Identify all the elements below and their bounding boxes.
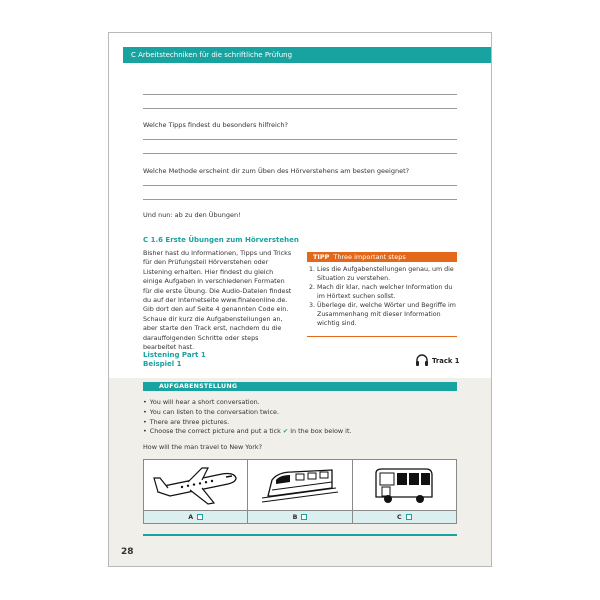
instruction-item: • You can listen to the conversation twice. <box>143 408 352 418</box>
listening-example: Beispiel 1 <box>143 360 182 368</box>
option-label: B <box>248 510 351 523</box>
checkbox-a[interactable] <box>197 514 203 520</box>
answer-line <box>143 139 457 140</box>
page-number: 28 <box>121 547 134 557</box>
track-indicator[interactable] <box>415 354 459 367</box>
airplane-icon <box>152 466 240 506</box>
instruction-item: • Choose the correct picture and put a tick ✔ in the box below it. <box>143 427 352 437</box>
tipp-header <box>307 252 457 262</box>
tipp-step: 2. Mach dir klar, nach welcher Information du im Hörtext suchen sollst. <box>309 284 453 300</box>
option-b <box>248 460 352 523</box>
tipp-box <box>307 252 457 337</box>
answer-line <box>143 185 457 186</box>
instruction-item: • You will hear a short conversation. <box>143 398 352 408</box>
section-intro: Bisher hast du Informationen, Tipps und Tricks für den Prüfungsteil Hörverstehen oder Listening erhalten. Hier findest du gleich einige Aufgaben in verschiedenen Formaten für die erste Übung. Die Audio-Dateien findest du auf der Internetseite www.finaleonline.de. Gib dort den auf Seite 4 genannten Code ein. Schaue dir kurz die Aufgabenstellungen an, aber starte den Track erst, nachdem du die darauffolgenden Schritte oder steps bearbeitet hast. <box>143 249 292 352</box>
headphones-icon <box>415 354 429 367</box>
answer-line <box>143 108 457 109</box>
checkbox-b[interactable] <box>301 514 307 520</box>
answer-line <box>143 94 457 95</box>
tipp-step: 1. Lies die Aufgabenstellungen genau, um die Situation zu verstehen. <box>309 266 454 282</box>
tipp-steps <box>307 265 457 328</box>
tipp-label: TIPP <box>313 253 330 261</box>
tipp-title: Three important steps <box>333 253 406 261</box>
task-instructions <box>143 398 352 437</box>
picture-options <box>143 459 457 524</box>
tick-icon: ✔ <box>282 427 289 436</box>
section-title: C 1.6 Erste Übungen zum Hörverstehen <box>143 236 299 244</box>
answer-line <box>143 153 457 154</box>
listening-title <box>143 351 206 369</box>
train-icon <box>258 466 342 506</box>
instruction-item: • There are three pictures. <box>143 418 352 428</box>
option-a <box>144 460 248 523</box>
bus-icon <box>372 465 436 507</box>
closing-text: Und nun: ab zu den Übungen! <box>143 211 241 219</box>
task-question: How will the man travel to New York? <box>143 443 262 451</box>
option-label: C <box>353 510 456 523</box>
option-label: A <box>144 510 247 523</box>
workbook-page <box>108 32 492 567</box>
footer-rule <box>143 534 457 536</box>
option-c <box>353 460 456 523</box>
chapter-header: C Arbeitstechniken für die schriftliche Prüfung <box>123 47 491 63</box>
tipp-step: 3. Überlege dir, welche Wörter und Begriffe im Zusammenhang mit dieser Information wichtig sind. <box>309 302 456 327</box>
task-heading: AUFGABENSTELLUNG <box>143 382 457 391</box>
track-label: Track 1 <box>432 356 460 365</box>
checkbox-c[interactable] <box>406 514 412 520</box>
answer-line <box>143 199 457 200</box>
question-tips: Welche Tipps findest du besonders hilfreich? <box>143 121 288 129</box>
listening-part: Listening Part 1 <box>143 351 206 359</box>
question-method: Welche Methode erscheint dir zum Üben des Hörverstehens am besten geeignet? <box>143 167 410 175</box>
